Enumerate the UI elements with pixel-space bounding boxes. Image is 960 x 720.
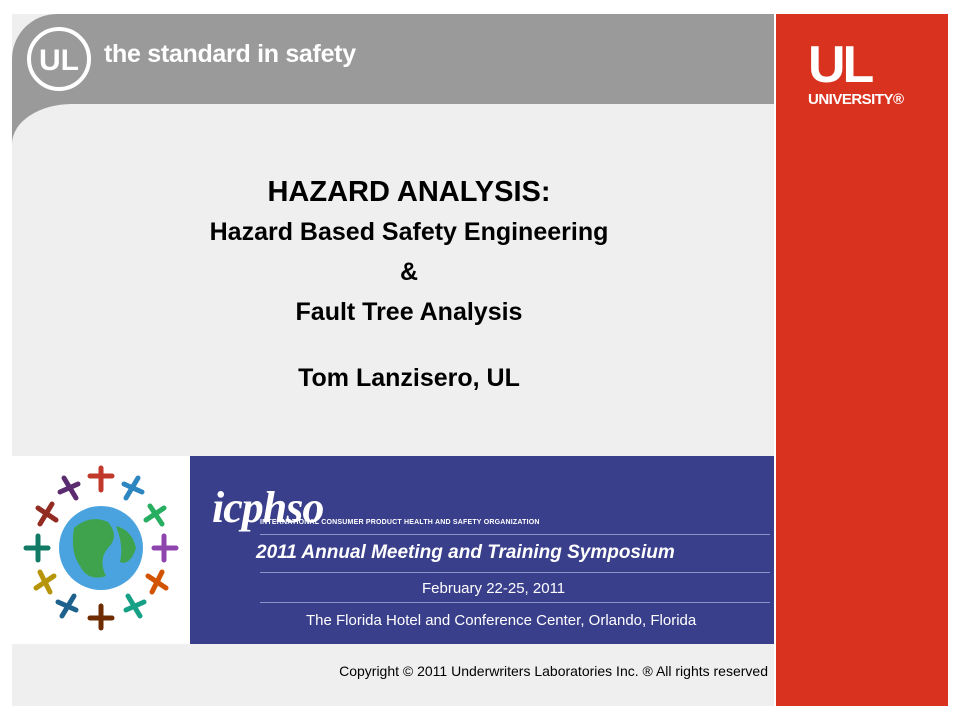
event-title: 2011 Annual Meeting and Training Symposium	[256, 542, 675, 563]
event-divider	[260, 572, 770, 573]
ul-logo	[26, 26, 92, 92]
slide-title: HAZARD ANALYSIS:	[267, 176, 551, 208]
event-dates: February 22-25, 2011	[422, 580, 566, 597]
subtitle-line-3: Fault Tree Analysis	[295, 298, 523, 326]
title-block	[40, 172, 778, 398]
globe-panel	[12, 456, 190, 644]
side-panel	[776, 14, 948, 706]
copyright-notice: Copyright © 2011 Underwriters Laboratories Inc. ® All rights reserved	[339, 663, 768, 679]
subtitle-line-1: Hazard Based Safety Engineering	[209, 218, 609, 246]
org-logo-text: icphso	[212, 483, 324, 532]
ul-university-logo	[808, 30, 928, 110]
header-tagline: the standard in safety	[104, 40, 356, 68]
header-curve	[12, 104, 82, 144]
event-divider	[260, 602, 770, 603]
event-venue: The Florida Hotel and Conference Center, Orlando, Florida	[306, 612, 697, 629]
event-divider	[260, 534, 770, 535]
svg-text:UL: UL	[808, 36, 872, 94]
author-line: Tom Lanzisero, UL	[298, 364, 520, 392]
svg-text:UL: UL	[39, 44, 79, 77]
svg-text:UNIVERSITY®: UNIVERSITY®	[808, 91, 904, 108]
event-banner	[12, 456, 774, 644]
globe-people-icon	[12, 456, 190, 644]
org-full-name: INTERNATIONAL CONSUMER PRODUCT HEALTH AND SAFETY ORGANIZATION	[260, 519, 540, 526]
subtitle-line-2: &	[399, 258, 419, 286]
